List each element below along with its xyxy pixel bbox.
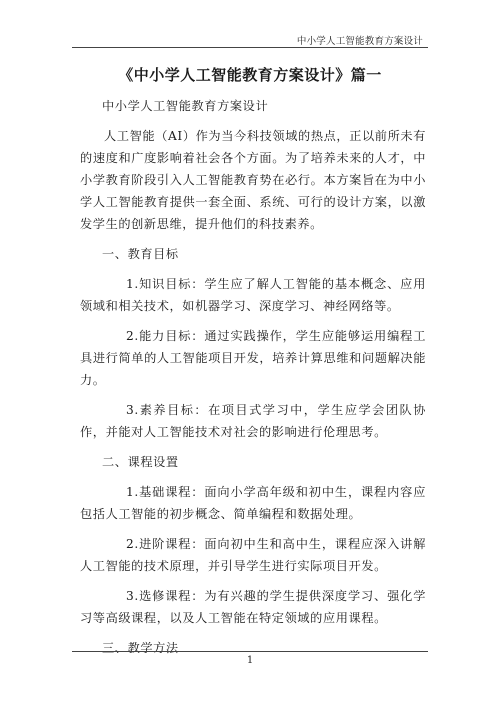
section-heading-goals: 一、教育目标	[102, 247, 179, 261]
page-number: 1	[246, 655, 254, 666]
course-item-basic: 1.基础课程：面向小学高年级和初中生，课程内容应包括人工智能的初步概念、简单编程和数据处理。	[80, 485, 426, 521]
footer-divider	[72, 651, 428, 652]
course-item-elective: 3.选修课程：为有兴趣的学生提供深度学习、强化学习等高级课程，以及人工智能在特定领域的应用课程。	[80, 589, 426, 625]
document-body	[80, 95, 426, 667]
goal-item-knowledge: 1.知识目标：学生应了解人工智能的基本概念、应用领域和相关技术，如机器学习、深度学习、神经网络等。	[80, 277, 426, 313]
document-subtitle: 中小学人工智能教育方案设计	[102, 99, 269, 113]
header-divider	[72, 47, 428, 48]
course-item-advanced: 2.进阶课程：面向初中生和高中生，课程应深入讲解人工智能的技术原理，并引导学生进行实际项目开发。	[80, 537, 426, 573]
goal-item-ability: 2.能力目标：通过实践操作，学生应能够运用编程工具进行简单的人工智能项目开发，培养计算思维和问题解决能力。	[80, 329, 426, 387]
goal-item-literacy: 3.素养目标：在项目式学习中，学生应学会团队协作，并能对人工智能技术对社会的影响进行伦理思考。	[80, 403, 426, 439]
header-title: 中小学人工智能教育方案设计	[296, 36, 423, 47]
section-heading-curriculum: 二、课程设置	[102, 455, 179, 469]
intro-paragraph: 人工智能（AI）作为当今科技领域的热点，正以前所未有的速度和广度影响着社会各个方面。为了培养未来的人才，中小学教育阶段引入人工智能教育势在必行。本方案旨在为中小学人工智能教育提供一套全面、系统、可行的设计方案，以激发学生的创新思维，提升他们的科技素养。	[80, 129, 426, 231]
section-heading-teaching-methods: 三、教学方法	[102, 641, 179, 655]
document-title: 《中小学人工智能教育方案设计》篇一	[118, 66, 382, 84]
